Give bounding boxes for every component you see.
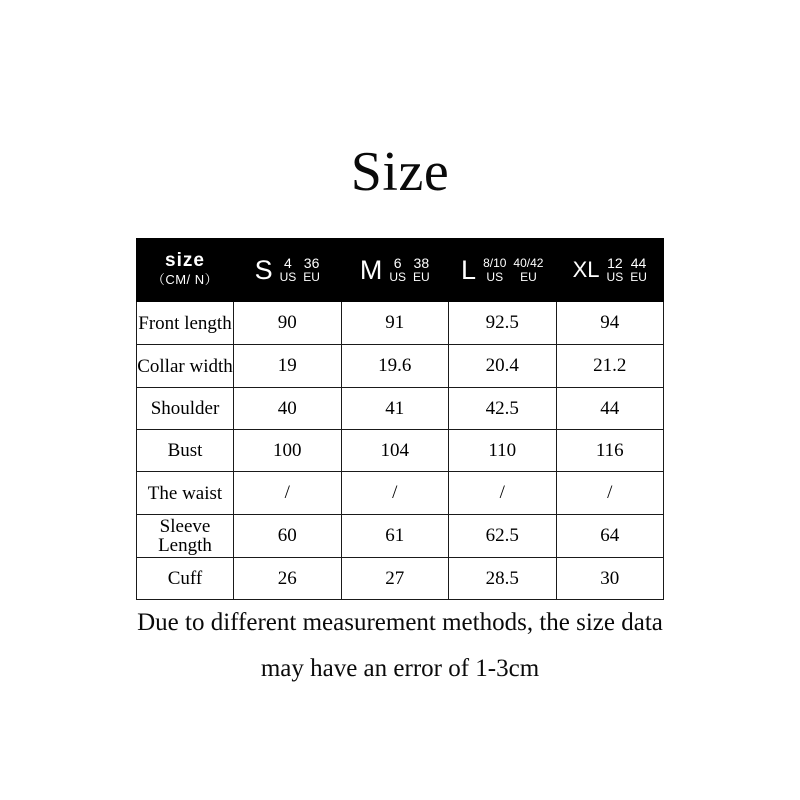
header-col-xl-us-value: 12 <box>607 255 623 271</box>
row-label-front-length: Front length <box>137 302 234 345</box>
cell-shoulder-s: 40 <box>234 388 342 430</box>
row-label-sleeve-length: Sleeve Length <box>137 515 234 558</box>
cell-collar-width-s: 19 <box>234 345 342 388</box>
header-col-m-eu-region: EU <box>413 270 430 284</box>
cell-shoulder-l: 42.5 <box>449 388 557 430</box>
header-col-m-us-value: 6 <box>393 255 402 271</box>
header-col-l-eu-region: EU <box>520 270 537 284</box>
table-header-row <box>137 239 664 302</box>
row-label-the-waist: The waist <box>137 472 234 515</box>
cell-bust-s: 100 <box>234 430 342 472</box>
table-row <box>137 515 664 558</box>
header-col-s-us-region: US <box>279 270 297 284</box>
cell-front-length-s: 90 <box>234 302 342 345</box>
header-unit-label: （CM/ N） <box>151 272 219 287</box>
cell-shoulder-xl: 44 <box>556 388 664 430</box>
cell-bust-m: 104 <box>341 430 449 472</box>
header-size-label: size <box>165 250 205 271</box>
cell-front-length-m: 91 <box>341 302 449 345</box>
cell-sleeve-length-l: 62.5 <box>449 515 557 558</box>
cell-cuff-m: 27 <box>341 558 449 600</box>
header-col-m-us-region: US <box>389 270 406 284</box>
table-row <box>137 388 664 430</box>
header-col-m-label: M <box>359 254 383 285</box>
header-col-s-label: S <box>254 254 273 285</box>
header-corner-cell <box>137 239 234 302</box>
cell-the-waist-xl: / <box>556 472 664 515</box>
header-col-s-us-value: 4 <box>284 255 292 271</box>
header-col-xl-us-region: US <box>606 270 624 284</box>
size-table-container <box>136 238 664 600</box>
disclaimer-line-1: Due to different measurement methods, the size data <box>137 609 663 636</box>
header-col-xl-label: XL <box>572 257 600 282</box>
cell-bust-xl: 116 <box>556 430 664 472</box>
header-col-l-us-value: 8/10 <box>483 256 507 270</box>
cell-front-length-xl: 94 <box>556 302 664 345</box>
cell-cuff-xl: 30 <box>556 558 664 600</box>
cell-cuff-s: 26 <box>234 558 342 600</box>
row-label-shoulder: Shoulder <box>137 388 234 430</box>
cell-collar-width-l: 20.4 <box>449 345 557 388</box>
table-row <box>137 430 664 472</box>
header-col-m <box>341 239 449 302</box>
cell-the-waist-m: / <box>341 472 449 515</box>
disclaimer-note <box>0 600 800 692</box>
row-label-cuff: Cuff <box>137 558 234 600</box>
cell-collar-width-m: 19.6 <box>341 345 449 388</box>
header-col-s <box>234 239 342 302</box>
row-label-collar-width: Collar width <box>137 345 234 388</box>
header-col-m-eu-value: 38 <box>413 255 430 271</box>
header-col-l-us-region: US <box>486 270 504 284</box>
header-col-xl-eu-value: 44 <box>630 255 647 271</box>
cell-sleeve-length-s: 60 <box>234 515 342 558</box>
table-row <box>137 472 664 515</box>
disclaimer-line-2: may have an error of 1-3cm <box>260 655 540 682</box>
row-label-bust: Bust <box>137 430 234 472</box>
cell-bust-l: 110 <box>449 430 557 472</box>
cell-the-waist-l: / <box>449 472 557 515</box>
cell-sleeve-length-m: 61 <box>341 515 449 558</box>
header-col-l-label: L <box>461 254 477 285</box>
page-title: Size <box>350 141 450 203</box>
table-row <box>137 558 664 600</box>
header-col-l <box>449 239 557 302</box>
cell-sleeve-length-xl: 64 <box>556 515 664 558</box>
cell-shoulder-m: 41 <box>341 388 449 430</box>
header-col-l-eu-value: 40/42 <box>513 256 544 270</box>
header-col-xl-eu-region: EU <box>630 270 647 284</box>
size-table <box>136 238 664 600</box>
cell-cuff-l: 28.5 <box>449 558 557 600</box>
header-col-s-eu-value: 36 <box>303 255 320 271</box>
header-col-s-eu-region: EU <box>303 270 320 284</box>
header-col-xl <box>556 239 664 302</box>
cell-front-length-l: 92.5 <box>449 302 557 345</box>
cell-collar-width-xl: 21.2 <box>556 345 664 388</box>
cell-the-waist-s: / <box>234 472 342 515</box>
table-row <box>137 345 664 388</box>
table-row <box>137 302 664 345</box>
